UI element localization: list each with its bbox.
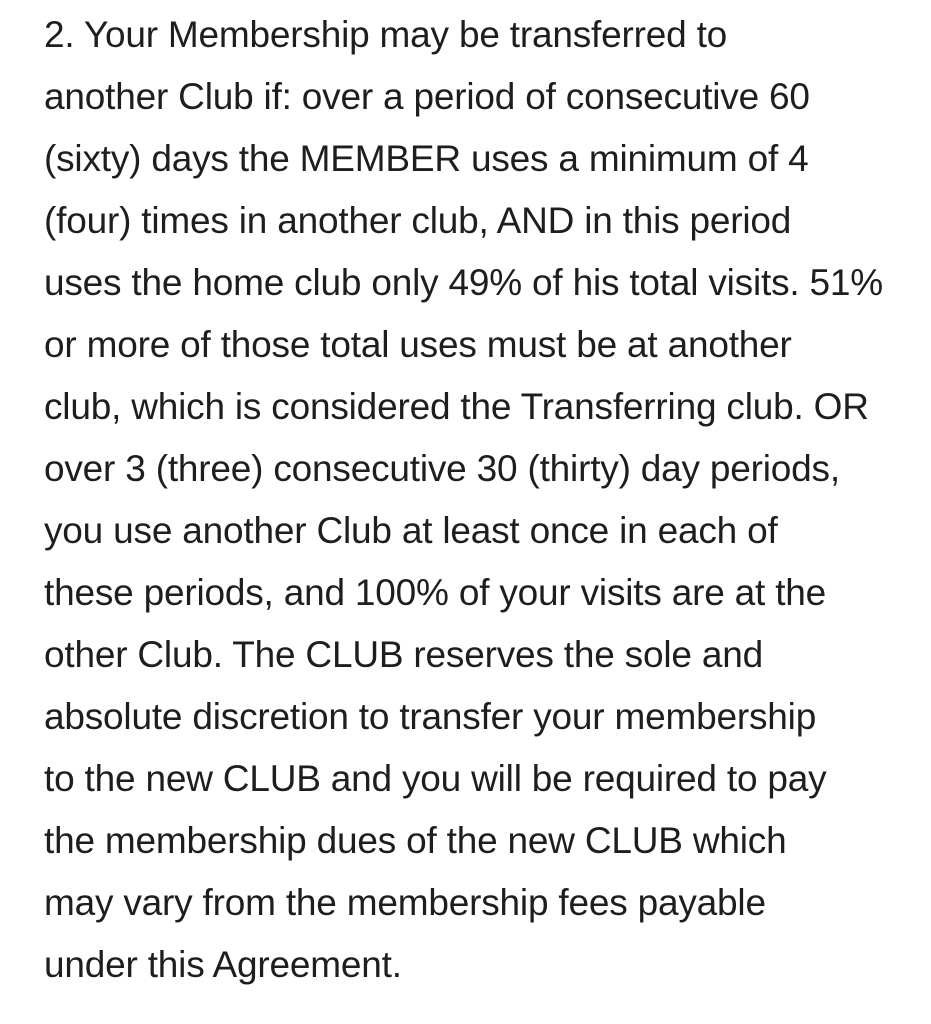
text-line: to the new CLUB and you will be required to pay <box>44 758 827 799</box>
terms-paragraph <box>44 4 911 996</box>
text-line: absolute discretion to transfer your membership <box>44 696 817 737</box>
text-line: another Club if: over a period of consecutive 60 <box>44 76 810 117</box>
text-line: you use another Club at least once in each of <box>44 510 778 551</box>
text-line: 2. Your Membership may be transferred to <box>44 14 728 55</box>
text-line: may vary from the membership fees payable <box>44 882 766 923</box>
text-line: (sixty) days the MEMBER uses a minimum of 4 <box>44 138 809 179</box>
text-line: other Club. The CLUB reserves the sole and <box>44 634 763 675</box>
text-line: uses the home club only 49% of his total visits. 51% <box>44 262 883 303</box>
text-line: these periods, and 100% of your visits are at the <box>44 572 827 613</box>
text-line: over 3 (three) consecutive 30 (thirty) day periods, <box>44 448 840 489</box>
text-line: the membership dues of the new CLUB which <box>44 820 787 861</box>
text-line: or more of those total uses must be at another <box>44 324 792 365</box>
text-line: club, which is considered the Transferring club. OR <box>44 386 869 427</box>
text-line: under this Agreement. <box>44 944 402 985</box>
text-line: (four) times in another club, AND in this period <box>44 200 792 241</box>
